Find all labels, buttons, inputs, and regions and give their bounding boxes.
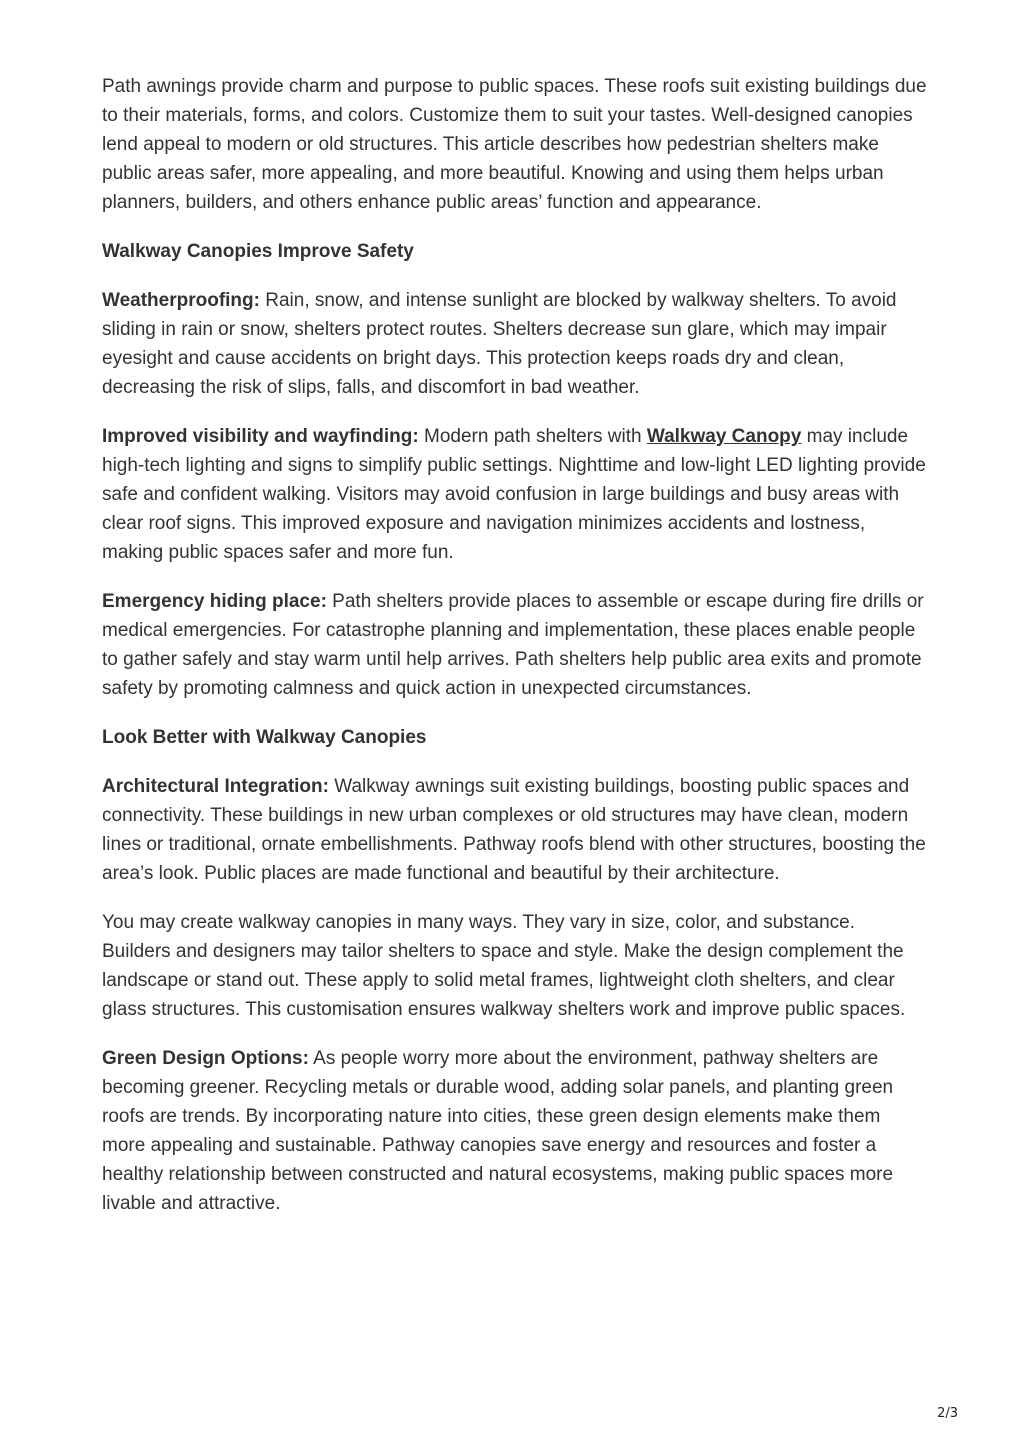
text-visibility-after: may include high-tech lighting and signs to simplify public settings. Nighttime and low-light LED lighting provide safe and confident walking. Visitors may avoid confusion in large buildings and busy areas with clear roof signs. This improved exposure and navigation minimizes accidents and lostness, making public spaces safer and more fun. <box>102 426 926 563</box>
paragraph-visibility <box>102 422 928 567</box>
lead-emergency: Emergency hiding place: <box>102 591 327 612</box>
paragraph-customisation: You may create walkway canopies in many ways. They vary in size, color, and substance. Builders and designers may tailor shelters to space and style. Make the design complement the landscape or stand out. These apply to solid metal frames, lightweight cloth shelters, and clear glass structures. This customisation ensures walkway shelters work and improve public spaces. <box>102 912 906 1020</box>
text-weatherproofing: Rain, snow, and intense sunlight are blocked by walkway shelters. To avoid sliding in rain or snow, shelters protect routes. Shelters decrease sun glare, which may impair eyesight and cause accidents on bright days. This protection keeps roads dry and clean, decreasing the risk of slips, falls, and discomfort in bad weather. <box>102 290 897 398</box>
section-heading-look-better: Look Better with Walkway Canopies <box>102 727 427 748</box>
text-visibility-before: Modern path shelters with <box>418 426 647 447</box>
lead-architectural: Architectural Integration: <box>102 776 329 797</box>
text-green-design: As people worry more about the environment, pathway shelters are becoming greener. Recycling metals or durable wood, adding solar panels, and planting green roofs are trends. By incorporating nature into cities, these green design elements make them more appealing and sustainable. Pathway canopies save energy and resources and foster a healthy relationship between constructed and natural ecosystems, making public spaces more livable and attractive. <box>102 1048 894 1214</box>
text-emergency: Path shelters provide places to assemble or escape during fire drills or medical emergencies. For catastrophe planning and implementation, these places enable people to gather safely and stay warm until help arrives. Path shelters help public area exits and promote safety by promoting calmness and quick action in unexpected circumstances. <box>102 591 924 699</box>
intro-paragraph: Path awnings provide charm and purpose to public spaces. These roofs suit existing buildings due to their materials, forms, and colors. Customize them to suit your tastes. Well-designed canopies lend appeal to modern or old structures. This article describes how pedestrian shelters make public areas safer, more appealing, and more beautiful. Knowing and using them helps urban planners, builders, and others enhance public areas’ function and appearance. <box>102 76 927 213</box>
article-body <box>102 72 928 1238</box>
page-number: 2/3 <box>937 1406 958 1421</box>
text-architectural: Walkway awnings suit existing buildings, boosting public spaces and connectivity. These buildings in new urban complexes or old structures may have clean, modern lines or traditional, ornate embellishments. Pathway roofs blend with other structures, boosting the area’s look. Public places are made functional and beautiful by their architecture. <box>102 776 926 884</box>
paragraph-emergency <box>102 587 928 703</box>
lead-weatherproofing: Weatherproofing: <box>102 290 260 311</box>
paragraph-weatherproofing <box>102 286 928 402</box>
paragraph-architectural <box>102 772 928 888</box>
lead-green-design: Green Design Options: <box>102 1048 309 1069</box>
lead-visibility: Improved visibility and wayfinding: <box>102 426 419 447</box>
section-heading-safety: Walkway Canopies Improve Safety <box>102 241 414 262</box>
paragraph-green-design <box>102 1044 928 1218</box>
walkway-canopy-link[interactable]: Walkway Canopy <box>646 426 802 447</box>
